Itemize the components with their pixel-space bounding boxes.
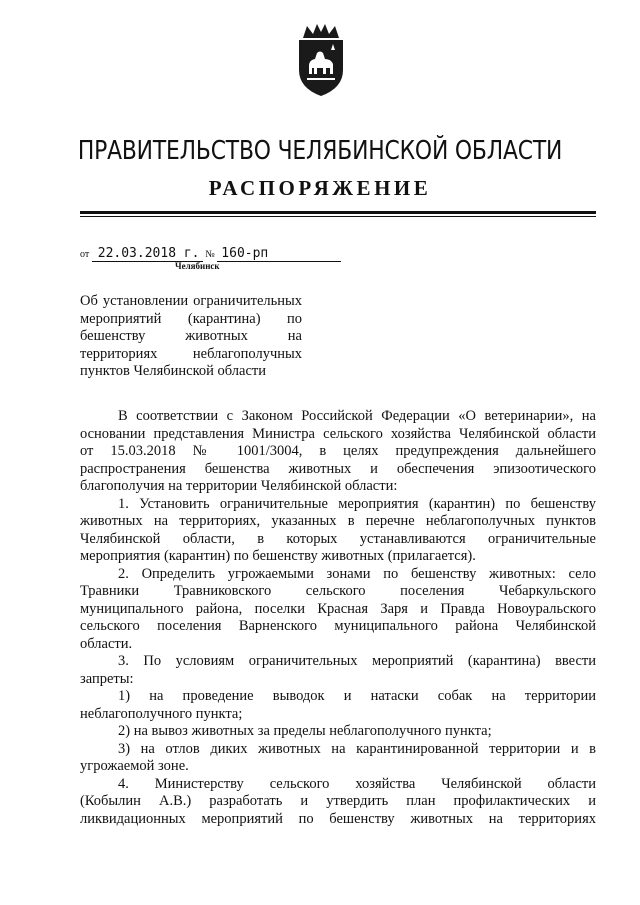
body-line: (Кобылин А.В.) разработать и утвердить план профилактических и bbox=[80, 793, 596, 809]
body-line: Травники Травниковского сельского поселения Чебаркульского bbox=[80, 583, 596, 599]
number-prefix: № bbox=[205, 249, 215, 260]
body-line: основании представления Министра сельского хозяйства Челябинской области bbox=[80, 425, 596, 442]
document-date: 22.03.2018 г. bbox=[92, 246, 203, 262]
body-line: от 15.03.2018 № 1001/3004, в целях предупреждения дальнейшего bbox=[80, 443, 596, 459]
body-line: 2. Определить угрожаемыми зонами по бешенству животных: село bbox=[118, 565, 596, 582]
body-line: благополучия на территории Челябинской области: bbox=[80, 478, 398, 494]
body-line: мероприятия (карантин) по бешенству животных (прилагается). bbox=[80, 548, 476, 564]
coat-of-arms-emblem bbox=[293, 22, 349, 98]
body-line: неблагополучного пункта; bbox=[80, 705, 243, 722]
body-line: области. bbox=[80, 635, 133, 652]
body-line: 3. По условиям ограничительных мероприятий (карантина) ввести bbox=[118, 653, 596, 669]
header-rule-thick bbox=[80, 211, 596, 214]
body-line: запреты: bbox=[80, 670, 134, 687]
header-rule-thin bbox=[80, 216, 596, 217]
body-line: сельского поселения Варненского муниципального района Челябинской bbox=[80, 618, 596, 634]
body-line: угрожаемой зоне. bbox=[80, 758, 189, 774]
body-line: Челябинской области, в которых устанавливаются ограничительные bbox=[80, 530, 596, 547]
body-line: 1. Установить ограничительные мероприятия (карантин) по бешенству bbox=[118, 495, 596, 512]
body-line: 3) на отлов диких животных на карантинированной территории и в bbox=[118, 740, 596, 757]
subject-line: пунктов Челябинской области bbox=[80, 363, 267, 379]
subject-line: мероприятий (карантина) по bbox=[80, 310, 302, 327]
document-type: РАСПОРЯЖЕНИЕ bbox=[208, 176, 432, 200]
document-subject bbox=[80, 293, 302, 381]
document-body bbox=[80, 408, 596, 828]
subject-line: Об установлении ограничительных bbox=[80, 293, 302, 309]
subject-line: территориях неблагополучных bbox=[80, 345, 302, 362]
body-line: 4. Министерству сельского хозяйства Челябинской области bbox=[118, 775, 596, 792]
body-line: ликвидационных мероприятий по бешенству животных на территориях bbox=[80, 810, 596, 827]
city-label: Челябинск bbox=[175, 261, 220, 271]
date-prefix: от bbox=[80, 249, 90, 260]
date-number-line bbox=[80, 246, 341, 262]
organization-title: ПРАВИТЕЛЬСТВО ЧЕЛЯБИНСКОЙ ОБЛАСТИ bbox=[77, 136, 563, 166]
subject-line: бешенству животных на bbox=[80, 328, 302, 344]
body-line: животных на территориях, указанных в перечне неблагополучных пунктов bbox=[80, 513, 596, 529]
body-line: муниципального района, поселки Красная Заря и Правда Новоуральского bbox=[80, 600, 596, 617]
document-number: 160-рп bbox=[217, 246, 341, 262]
body-line: 2) на вывоз животных за пределы неблагополучного пункта; bbox=[118, 723, 492, 739]
body-line: В соответствии с Законом Российской Федерации «О ветеринарии», на bbox=[118, 408, 596, 424]
body-line: распространения бешенства животных и обеспечения эпизоотического bbox=[80, 460, 596, 477]
body-line: 1) на проведение выводок и натаски собак на территории bbox=[118, 688, 596, 704]
